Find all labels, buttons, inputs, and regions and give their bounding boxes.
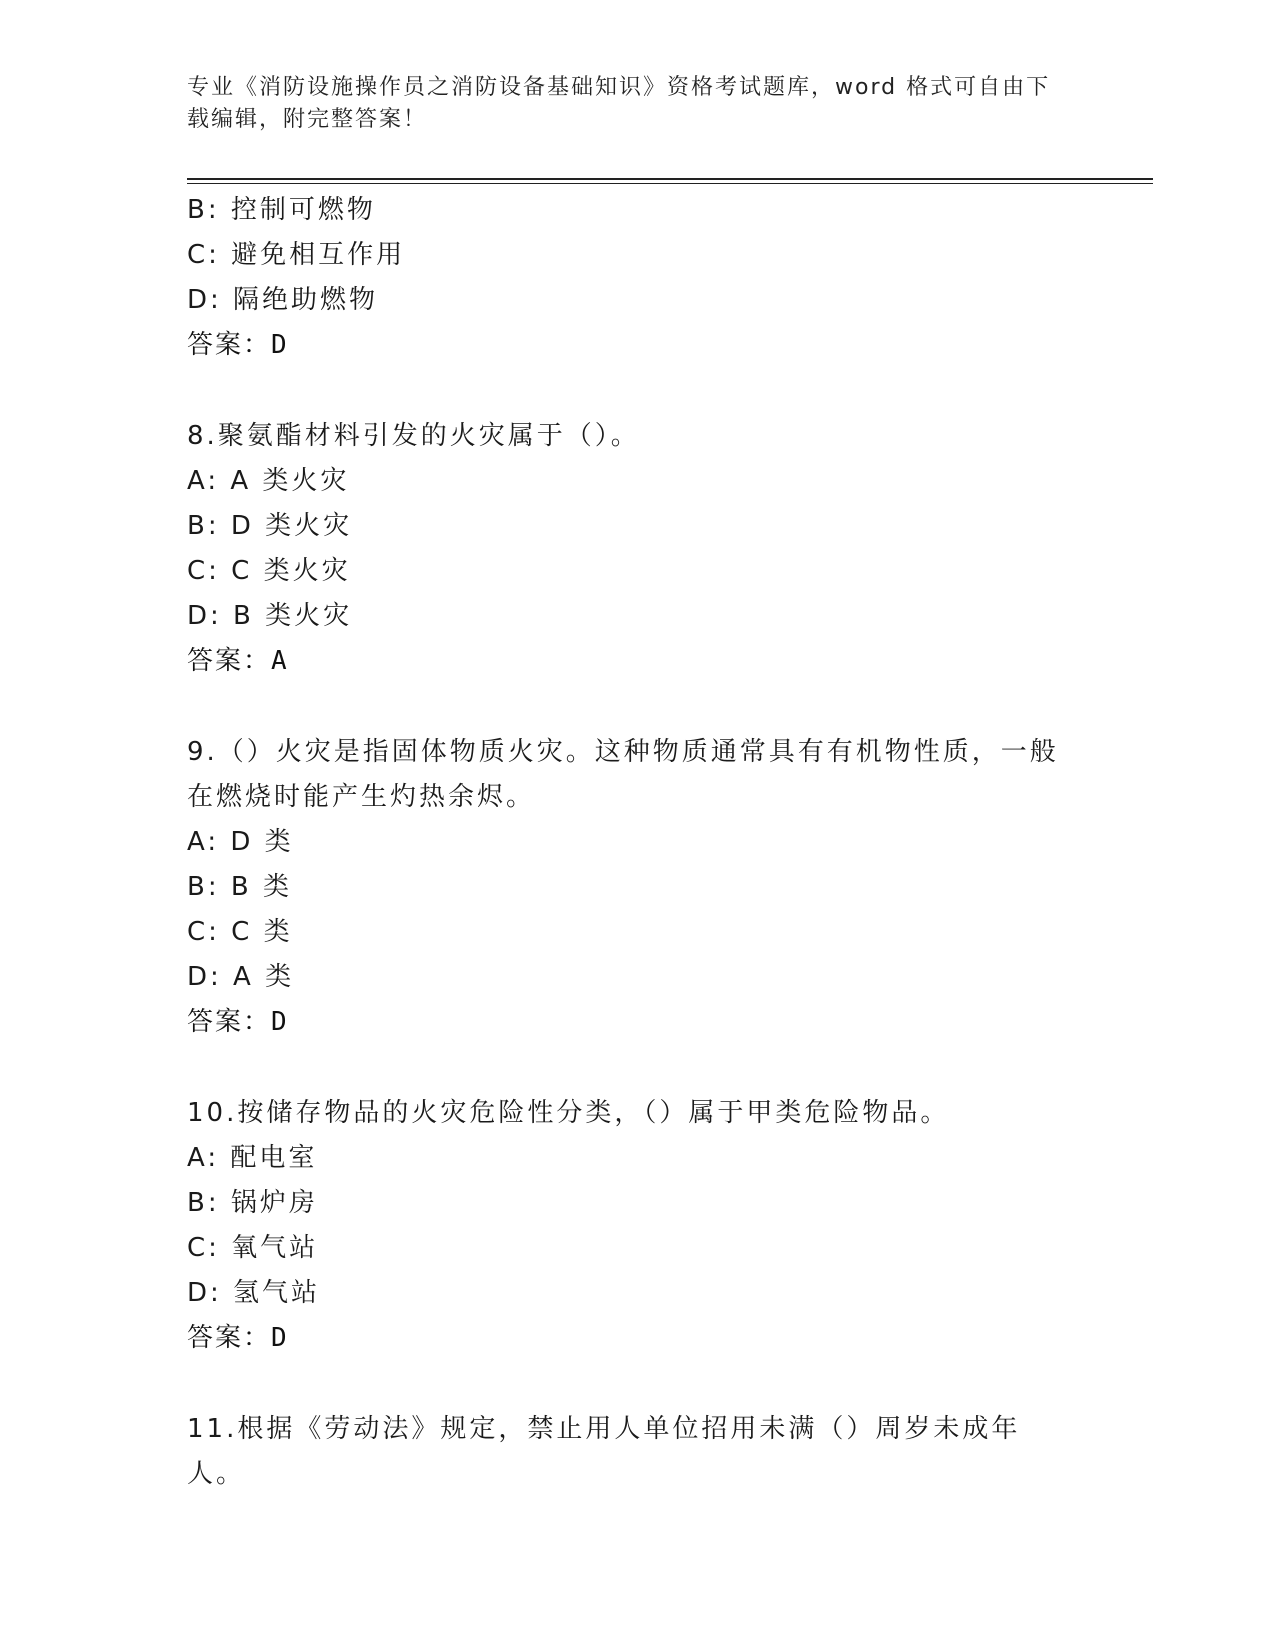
option-d: D: 隔绝助燃物 [187,285,379,315]
header-line-2: 载编辑，附完整答案！ [187,107,428,132]
question-11 [187,1407,1067,1497]
question-stem-line-1: 9.（）火灾是指固体物质火灾。这种物质通常具有有机物性质，一般 [187,737,1059,767]
answer-value: D [271,1323,289,1353]
answer-line [187,1000,1067,1045]
header-line-1: 专业《消防设施操作员之消防设备基础知识》资格考试题库，word 格式可自由下 [187,75,1051,100]
answer-value: D [271,1007,289,1037]
option-d: D: B 类火灾 [187,601,353,631]
question-8 [187,414,1067,684]
option-c: C: 避免相互作用 [187,240,406,270]
answer-value: D [271,330,289,360]
answer-label: 答案： [187,1323,272,1353]
option-b: B: D 类火灾 [187,511,353,541]
option-c: C: C 类 [187,917,293,947]
answer-value: A [271,646,289,676]
option-a: A: D 类 [187,827,294,857]
answer-label: 答案： [187,1007,272,1037]
option-b: B: 锅炉房 [187,1188,318,1218]
answer-line [187,1316,1067,1361]
question-stem: 10.按储存物品的火灾危险性分类，（）属于甲类危险物品。 [187,1098,950,1128]
option-b: B: 控制可燃物 [187,195,376,225]
option-d: D: A 类 [187,962,295,992]
question-stem-line-2: 在燃烧时能产生灼热余烬。 [187,782,536,812]
question-9 [187,730,1067,1045]
answer-line [187,323,1067,368]
document-header [187,72,1067,136]
option-c: C: C 类火灾 [187,556,351,586]
answer-label: 答案： [187,646,272,676]
header-rule-thin [187,183,1153,184]
answer-line [187,639,1067,684]
option-c: C: 氧气站 [187,1233,319,1263]
question-stem: 8.聚氨酯材料引发的火灾属于（）。 [187,421,640,451]
question-10 [187,1091,1067,1361]
option-d: D: 氢气站 [187,1278,321,1308]
header-rule-thick [187,178,1153,180]
question-stem: 11.根据《劳动法》规定，禁止用人单位招用未满（）周岁未成年人。 [187,1414,1021,1489]
answer-label: 答案： [187,330,272,360]
option-a: A: 配电室 [187,1143,318,1173]
option-b: B: B 类 [187,872,292,902]
question-7-fragment [187,188,1067,368]
option-a: A: A 类火灾 [187,466,350,496]
question-content [187,188,1067,1497]
